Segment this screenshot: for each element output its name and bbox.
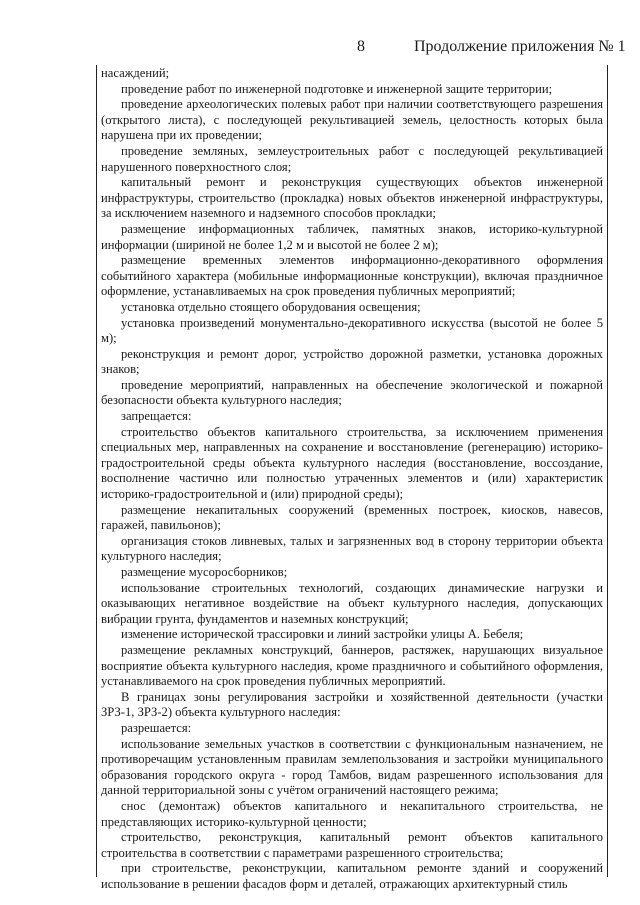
paragraph: строительство, реконструкция, капитальный ремонт объектов капитального строительства в соответствии с параметрами разрешенного строительства; [101,830,603,860]
paragraph: капитальный ремонт и реконструкция существующих объектов инженерной инфраструктуры, строительство (прокладка) новых объектов инженерной инфраструктуры, за исключением наземного и надземного способов прокладки; [101,175,603,221]
paragraph: размещение рекламных конструкций, баннеров, растяжек, нарушающих визуальное восприятие объекта культурного наследия, кроме праздничного и событийного оформления, устанавливаемого на срок проведения публичных мероприятий. [101,642,603,689]
paragraph: снос (демонтаж) объектов капитального и некапитального строительства, не представляющих историко-культурной ценности; [101,798,603,829]
paragraph: размещение некапитальных сооружений (временных построек, киосков, навесов, гаражей, павильонов); [101,502,603,533]
paragraph: строительство объектов капитального строительства, за исключением применения специальных мер, направленных на сохранение и восстановление (регенерацию) историко-градостроительной среды объекта культурного наследия (восстановление, воссоздание, восполнение частично или полностью утраченных элементов и (или) характеристик историко-градостроительной и (или) природной среды); [101,424,603,502]
paragraph: при строительстве, реконструкции, капитальном ремонте зданий и сооружений использование в решении фасадов форм и деталей, отражающих архитектурный стиль [101,861,603,891]
paragraph: установка произведений монументально-декоративного искусства (высотой не более 5 м); [101,315,603,346]
paragraph: запрещается: [121,409,192,424]
paragraph: изменение исторической трассировки и линий застройки улицы А. Бебеля; [121,627,524,642]
text-frame [96,65,608,891]
paragraph: проведение мероприятий, направленных на обеспечение экологической и пожарной безопасности объекта культурного наследия; [101,377,603,408]
page-number: 8 [357,38,365,55]
paragraph: размещение мусоросборников; [121,565,288,579]
paragraph: проведение земляных, землеустроительных работ с последующей рекультивацией нарушенного поверхностного слоя; [101,143,603,174]
paragraph: установка отдельно стоящего оборудования освещения; [121,299,421,314]
paragraph: размещение временных элементов информационно-декоративного оформления событийного характера (мобильные информационные конструкции), включая праздничное оформление, устанавливаемых на срок проведения публичных мероприятий; [101,253,603,299]
paragraph: размещение информационных табличек, памятных знаков, историко-культурной информации (шириной не более 1,2 м и высотой не более 2 м); [101,221,603,252]
paragraph: проведение работ по инженерной подготовке и инженерной защите территории; [121,81,553,96]
appendix-title: Продолжение приложения № 1 [414,38,626,55]
paragraph: насаждений; [101,66,170,80]
paragraph: использование земельных участков в соответствии с функциональным назначением, не противоречащим установленным правилам землепользования и застройки муниципального образования городского округа - город Тамбов, видам разрешенного использования для данной территориальной зоны с учётом ограничений настоящего режима; [101,736,603,798]
paragraph: организация стоков ливневых, талых и загрязненных вод в сторону территории объекта культурного наследия; [101,533,603,564]
paragraph: разрешается: [121,720,192,735]
paragraph: проведение археологических полевых работ при наличии соответствующего разрешения (открытого листа), с последующей рекультивацией земель, целостность которых была нарушена при их проведении; [101,97,603,143]
paragraph: реконструкция и ремонт дорог, устройство дорожной разметки, установка дорожных знаков; [101,346,603,377]
paragraph: В границах зоны регулирования застройки и хозяйственной деятельности (участки ЗРЗ-1, ЗРЗ-2) объекта культурного наследия: [101,689,603,720]
paragraph: использование строительных технологий, создающих динамические нагрузки и оказывающих негативное воздействие на объект культурного наследия, допускающих вибрации грунта, фундаментов и наземных конструкций; [101,580,603,626]
